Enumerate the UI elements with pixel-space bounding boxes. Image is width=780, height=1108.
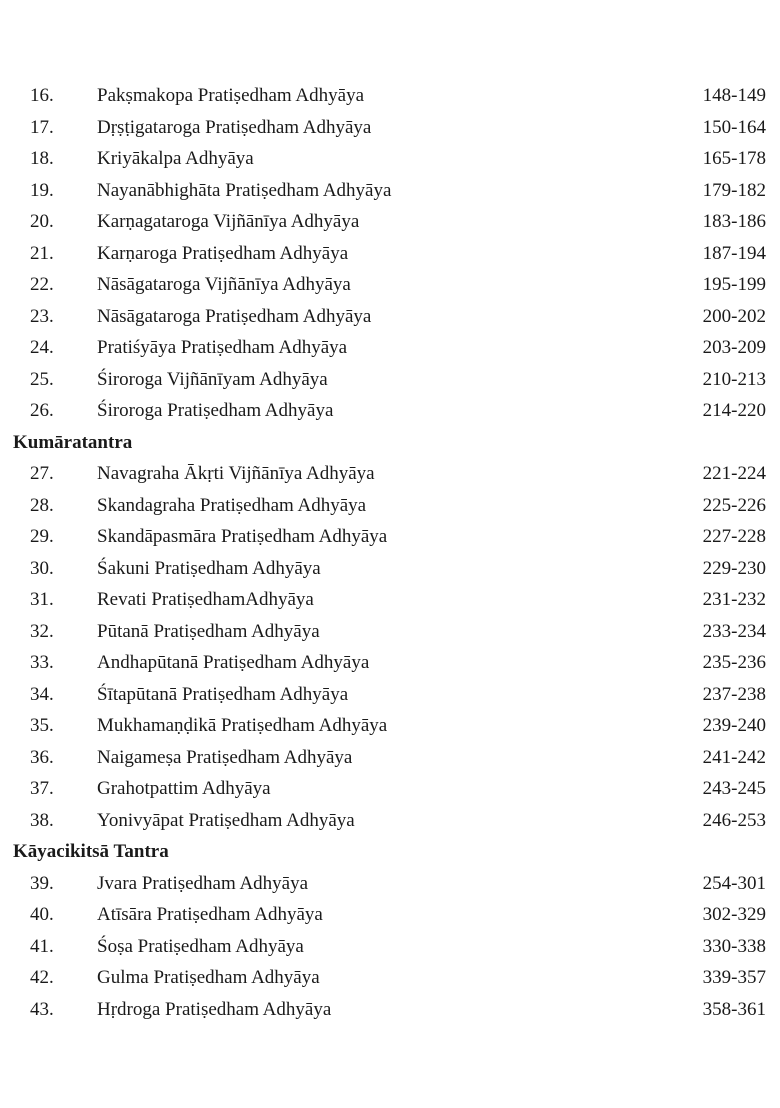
toc-entry bbox=[0, 647, 780, 679]
chapter-title: Pratiśyāya Pratiṣedham Adhyāya bbox=[97, 337, 348, 358]
toc-entry bbox=[0, 143, 780, 175]
toc-entry bbox=[0, 395, 780, 427]
chapter-title: Andhapūtanā Pratiṣedham Adhyāya bbox=[97, 652, 370, 673]
chapter-number: 34. bbox=[30, 683, 54, 705]
chapter-title: Gulma Pratiṣedham Adhyāya bbox=[97, 967, 320, 988]
chapter-number: 35. bbox=[30, 715, 54, 736]
page-range: 330-338 bbox=[702, 935, 766, 957]
page-range: 195-199 bbox=[702, 274, 766, 295]
toc-entry bbox=[0, 962, 780, 994]
toc-entry bbox=[0, 269, 780, 301]
chapter-title: Mukhamaṇḍikā Pratiṣedham Adhyāya bbox=[97, 715, 388, 736]
toc-entry bbox=[0, 742, 780, 774]
toc-entry bbox=[0, 301, 780, 333]
chapter-number: 16. bbox=[30, 85, 54, 106]
chapter-number: 23. bbox=[30, 305, 54, 327]
chapter-title: Śiroroga Pratiṣedham Adhyāya bbox=[97, 400, 334, 421]
toc-entry bbox=[0, 584, 780, 616]
toc-entry bbox=[0, 616, 780, 648]
toc-entry bbox=[0, 805, 780, 837]
chapter-title: Revati PratiṣedhamAdhyāya bbox=[97, 589, 314, 610]
section-heading bbox=[0, 427, 780, 459]
chapter-title: Kriyākalpa Adhyāya bbox=[97, 148, 254, 169]
page-range: 302-329 bbox=[702, 904, 766, 925]
toc-entry bbox=[0, 994, 780, 1026]
toc-entry bbox=[0, 868, 780, 900]
table-of-contents bbox=[0, 80, 780, 1025]
chapter-title: Śakuni Pratiṣedham Adhyāya bbox=[97, 557, 321, 579]
page-range: 203-209 bbox=[702, 337, 766, 358]
chapter-title: Naigameṣa Pratiṣedham Adhyāya bbox=[97, 746, 353, 768]
page-range: 339-357 bbox=[702, 967, 766, 988]
page-range: 210-213 bbox=[702, 368, 766, 390]
chapter-number: 33. bbox=[30, 652, 54, 673]
chapter-title: Pūtanā Pratiṣedham Adhyāya bbox=[97, 620, 320, 642]
toc-entry bbox=[0, 175, 780, 207]
page-range: 183-186 bbox=[702, 211, 766, 232]
chapter-title: Nāsāgataroga Vijñānīya Adhyāya bbox=[97, 274, 351, 295]
chapter-title: Dṛṣṭigataroga Pratiṣedham Adhyāya bbox=[97, 116, 372, 138]
chapter-title: Skandagraha Pratiṣedham Adhyāya bbox=[97, 494, 367, 516]
toc-entry bbox=[0, 490, 780, 522]
page-range: 254-301 bbox=[702, 872, 766, 894]
chapter-number: 27. bbox=[30, 463, 54, 484]
toc-entry bbox=[0, 332, 780, 364]
section-heading-text: Kumāratantra bbox=[13, 431, 133, 453]
chapter-number: 38. bbox=[30, 809, 54, 831]
chapter-number: 21. bbox=[30, 242, 54, 264]
page-range: 165-178 bbox=[702, 148, 766, 169]
section-heading-text: Kāyacikitsā Tantra bbox=[13, 841, 169, 862]
chapter-title: Jvara Pratiṣedham Adhyāya bbox=[97, 872, 309, 894]
page-range: 233-234 bbox=[702, 620, 766, 642]
toc-entry bbox=[0, 773, 780, 805]
toc-entry bbox=[0, 238, 780, 270]
chapter-title: Nāsāgataroga Pratiṣedham Adhyāya bbox=[97, 305, 372, 327]
toc-entry bbox=[0, 899, 780, 931]
chapter-number: 30. bbox=[30, 557, 54, 579]
chapter-number: 32. bbox=[30, 620, 54, 642]
chapter-title: Śiroroga Vijñānīyam Adhyāya bbox=[97, 368, 328, 390]
chapter-number: 20. bbox=[30, 211, 54, 232]
toc-entry bbox=[0, 364, 780, 396]
page-range: 148-149 bbox=[702, 85, 766, 106]
page-range: 237-238 bbox=[702, 683, 766, 705]
toc-entry bbox=[0, 206, 780, 238]
page-range: 227-228 bbox=[702, 526, 766, 547]
chapter-number: 36. bbox=[30, 746, 54, 768]
page-range: 241-242 bbox=[702, 746, 766, 768]
toc-entry bbox=[0, 521, 780, 553]
toc-entry bbox=[0, 553, 780, 585]
chapter-number: 19. bbox=[30, 179, 54, 201]
page-range: 214-220 bbox=[702, 400, 766, 421]
chapter-number: 40. bbox=[30, 904, 54, 925]
page-range: 231-232 bbox=[702, 589, 766, 610]
chapter-title: Atīsāra Pratiṣedham Adhyāya bbox=[97, 904, 323, 925]
page-range: 246-253 bbox=[702, 809, 766, 831]
chapter-number: 43. bbox=[30, 998, 54, 1020]
page-range: 358-361 bbox=[702, 998, 766, 1020]
chapter-number: 31. bbox=[30, 589, 54, 610]
toc-entry bbox=[0, 80, 780, 112]
page-range: 229-230 bbox=[702, 557, 766, 579]
chapter-title: Skandāpasmāra Pratiṣedham Adhyāya bbox=[97, 526, 388, 547]
chapter-number: 24. bbox=[30, 337, 54, 358]
chapter-number: 37. bbox=[30, 778, 54, 799]
chapter-number: 22. bbox=[30, 274, 54, 295]
chapter-title: Pakṣmakopa Pratiṣedham Adhyāya bbox=[97, 85, 365, 106]
chapter-number: 18. bbox=[30, 148, 54, 169]
chapter-title: Hṛdroga Pratiṣedham Adhyāya bbox=[97, 998, 332, 1020]
page-range: 225-226 bbox=[702, 494, 766, 516]
page-range: 200-202 bbox=[702, 305, 766, 327]
chapter-title: Śītapūtanā Pratiṣedham Adhyāya bbox=[97, 683, 349, 705]
page-range: 235-236 bbox=[702, 652, 766, 673]
page-range: 187-194 bbox=[702, 242, 766, 264]
chapter-title: Grahotpattim Adhyāya bbox=[97, 778, 271, 799]
page-range: 179-182 bbox=[702, 179, 766, 201]
chapter-title: Karṇagataroga Vijñānīya Adhyāya bbox=[97, 211, 360, 232]
chapter-title: Navagraha Ākṛti Vijñānīya Adhyāya bbox=[97, 463, 375, 484]
toc-entry bbox=[0, 112, 780, 144]
page-range: 239-240 bbox=[702, 715, 766, 736]
toc-entry bbox=[0, 458, 780, 490]
toc-entry bbox=[0, 679, 780, 711]
page-range: 150-164 bbox=[702, 116, 766, 138]
toc-entry bbox=[0, 710, 780, 742]
chapter-number: 41. bbox=[30, 935, 54, 957]
chapter-number: 26. bbox=[30, 400, 54, 421]
chapter-title: Yonivyāpat Pratiṣedham Adhyāya bbox=[97, 809, 355, 831]
chapter-number: 42. bbox=[30, 967, 54, 988]
chapter-number: 28. bbox=[30, 494, 54, 516]
chapter-number: 39. bbox=[30, 872, 54, 894]
section-heading bbox=[0, 836, 780, 868]
chapter-title: Nayanābhighāta Pratiṣedham Adhyāya bbox=[97, 179, 392, 201]
chapter-title: Karṇaroga Pratiṣedham Adhyāya bbox=[97, 242, 349, 264]
chapter-number: 17. bbox=[30, 116, 54, 138]
page-range: 221-224 bbox=[702, 463, 766, 484]
chapter-number: 25. bbox=[30, 368, 54, 390]
chapter-title: Śoṣa Pratiṣedham Adhyāya bbox=[97, 935, 304, 957]
chapter-number: 29. bbox=[30, 526, 54, 547]
page-range: 243-245 bbox=[702, 778, 766, 799]
toc-entry bbox=[0, 931, 780, 963]
